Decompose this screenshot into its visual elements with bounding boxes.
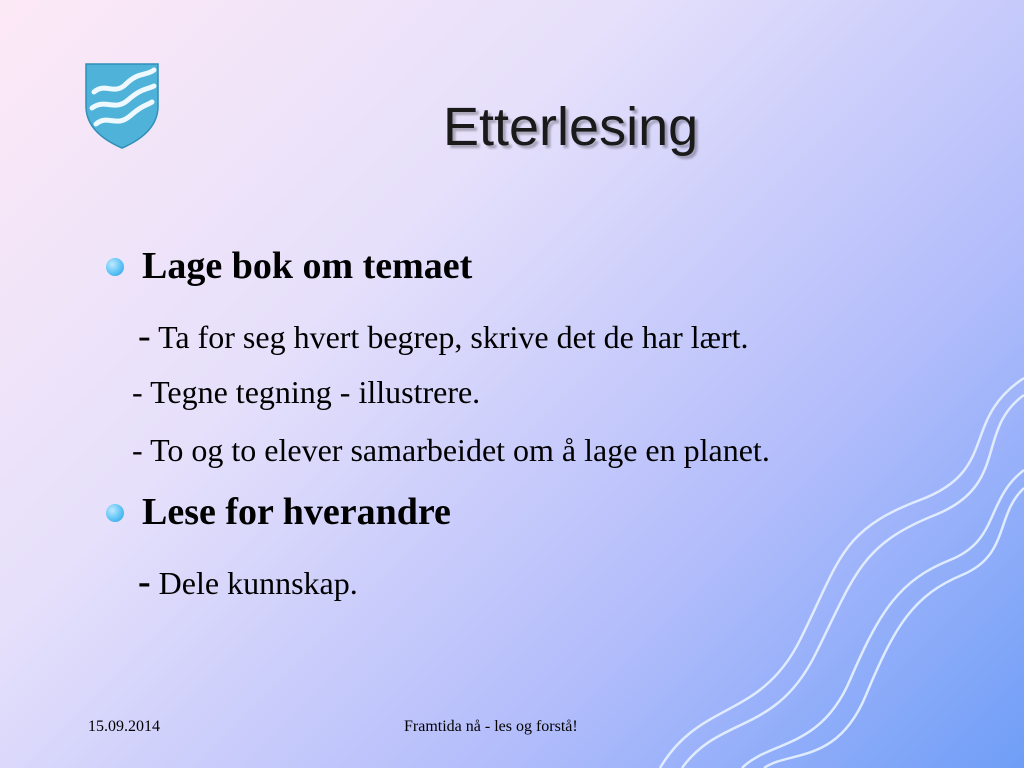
subitem-text: Ta for seg hvert begrep, skrive det de har lært. xyxy=(158,319,749,355)
subitem-text: Tegne tegning - illustrere. xyxy=(150,374,481,410)
subitem-dash: - xyxy=(138,315,151,357)
slide-title: Etterlesing xyxy=(443,97,699,157)
footer-center-text: Framtida nå - les og forstå! xyxy=(404,718,578,735)
subitem-text: Dele kunnskap. xyxy=(158,565,358,601)
subitem-dash: - xyxy=(138,561,151,603)
subitem-dash: - xyxy=(132,374,143,410)
subitem-1-2 xyxy=(132,376,480,408)
bullet-icon xyxy=(106,258,124,276)
subitem-text: To og to elever samarbeidet om å lage en planet. xyxy=(150,432,770,468)
bullet-icon xyxy=(106,504,124,522)
footer-date: 15.09.2014 xyxy=(88,718,160,735)
coat-of-arms-waves-icon xyxy=(84,62,160,150)
bullet-heading-2: Lese for hverandre xyxy=(142,491,451,533)
bullet-heading-1: Lage bok om temaet xyxy=(142,245,473,287)
subitem-2-1 xyxy=(138,563,358,601)
subitem-1-3 xyxy=(132,434,770,466)
subitem-1-1 xyxy=(138,317,749,355)
subitem-dash: - xyxy=(132,432,143,468)
